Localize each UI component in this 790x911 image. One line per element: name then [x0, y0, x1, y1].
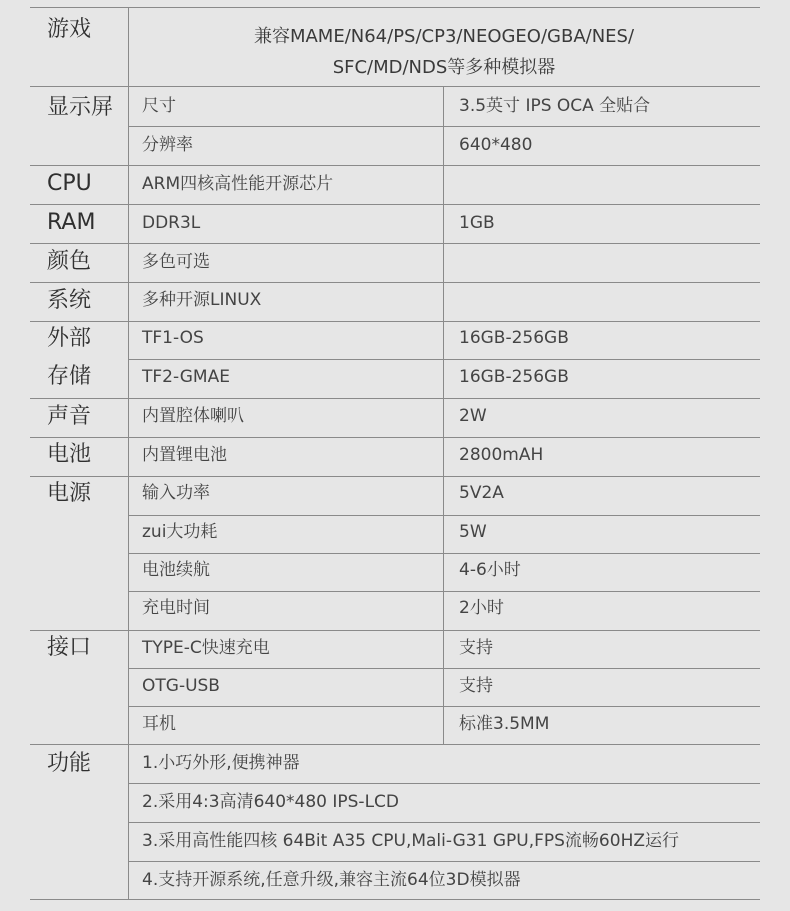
row-value: 支持: [459, 638, 493, 658]
divider: [128, 553, 760, 554]
row-label: DDR3L: [142, 213, 201, 233]
category-games: 游戏: [47, 17, 92, 42]
row-label: 多色可选: [142, 252, 210, 272]
row-value: 16GB-256GB: [459, 328, 569, 348]
row-label: 电池续航: [142, 560, 210, 580]
category-external-storage-line-2: 存储: [47, 364, 92, 389]
divider: [128, 668, 760, 669]
row-label: 输入功率: [142, 483, 210, 503]
divider: [128, 822, 760, 823]
row-value: 5W: [459, 522, 487, 542]
feature-item: 4.支持开源系统,任意升级,兼容主流64位3D模拟器: [142, 870, 521, 890]
divider: [128, 591, 760, 592]
divider: [30, 321, 760, 322]
category-cpu: CPU: [47, 171, 92, 196]
divider: [30, 744, 760, 745]
category-features: 功能: [47, 751, 92, 776]
feature-item: 3.采用高性能四核 64Bit A35 CPU,Mali-G31 GPU,FPS流畅60HZ运行: [142, 831, 679, 851]
divider: [128, 126, 760, 127]
divider: [30, 398, 760, 399]
row-label: 内置腔体喇叭: [142, 406, 244, 426]
row-label: TYPE-C快速充电: [142, 638, 270, 658]
divider: [128, 861, 760, 862]
row-label: 尺寸: [142, 96, 176, 116]
category-display: 显示屏: [47, 95, 114, 120]
column-divider: [128, 7, 129, 900]
feature-item: 1.小巧外形,便携神器: [142, 753, 300, 773]
games-compat-line-2: SFC/MD/NDS等多种模拟器: [332, 57, 556, 78]
row-label: OTG-USB: [142, 676, 220, 696]
row-value: 5V2A: [459, 483, 504, 503]
row-label: 充电时间: [142, 598, 210, 618]
divider: [30, 476, 760, 477]
divider: [30, 86, 760, 87]
divider: [30, 204, 760, 205]
divider: [128, 783, 760, 784]
divider: [30, 899, 760, 900]
row-value: 2W: [459, 406, 487, 426]
divider: [30, 165, 760, 166]
divider: [30, 437, 760, 438]
divider: [128, 359, 760, 360]
row-value: 16GB-256GB: [459, 367, 569, 387]
column-divider: [443, 86, 444, 744]
row-value: 2800mAH: [459, 445, 544, 465]
divider: [30, 243, 760, 244]
games-compat-text: [128, 21, 760, 83]
divider: [30, 282, 760, 283]
row-value: 2小时: [459, 598, 504, 618]
category-ram: RAM: [47, 210, 96, 235]
row-value: 3.5英寸 IPS OCA 全贴合: [459, 96, 651, 116]
category-power: 电源: [47, 481, 92, 506]
row-label: ARM四核高性能开源芯片: [142, 174, 334, 194]
category-color: 颜色: [47, 249, 92, 274]
row-value: 标准3.5MM: [459, 714, 550, 734]
row-label: 多种开源LINUX: [142, 290, 262, 310]
divider: [30, 7, 760, 8]
games-compat-line-1: 兼容MAME/N64/PS/CP3/NEOGEO/GBA/NES/: [253, 26, 635, 47]
divider: [128, 706, 760, 707]
row-value: 1GB: [459, 213, 495, 233]
divider: [128, 515, 760, 516]
row-label: zui大功耗: [142, 522, 218, 542]
category-sound: 声音: [47, 404, 92, 429]
row-value: 640*480: [459, 135, 533, 155]
category-system: 系统: [47, 288, 92, 313]
row-label: 耳机: [142, 714, 176, 734]
row-label: 分辨率: [142, 135, 193, 155]
row-label: TF2-GMAE: [142, 367, 230, 387]
category-external-storage-line-1: 外部: [47, 326, 92, 351]
row-label: 内置锂电池: [142, 445, 227, 465]
feature-item: 2.采用4:3高清640*480 IPS-LCD: [142, 792, 400, 812]
row-label: TF1-OS: [142, 328, 204, 348]
row-value: 4-6小时: [459, 560, 521, 580]
row-value: 支持: [459, 676, 493, 696]
divider: [30, 630, 760, 631]
category-battery: 电池: [47, 442, 92, 467]
category-interface: 接口: [47, 635, 92, 660]
